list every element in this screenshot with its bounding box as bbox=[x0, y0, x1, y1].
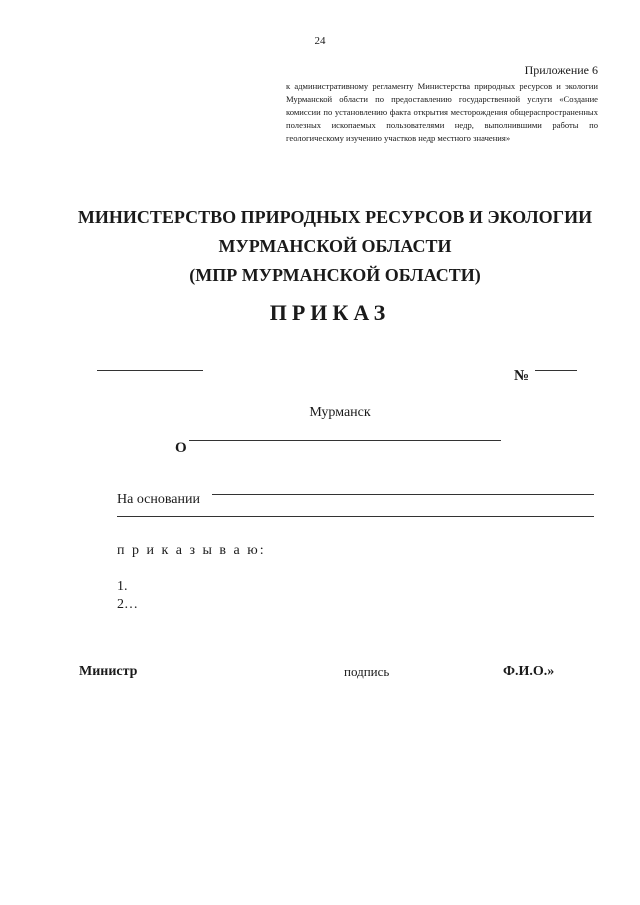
page-number: 24 bbox=[314, 35, 326, 47]
basis-blank-line-1 bbox=[212, 494, 594, 495]
ministry-line-2: МУРМАНСКОЙ ОБЛАСТИ bbox=[218, 236, 452, 256]
appendix-text: к административному регламенту Министерства природных ресурсов и экологии Мурманской области по предоставлению государственной услуги «Создание комиссии по установлению факта открытия месторождения общераспространенных полезных ископаемых пользователями недр, выполнившими работы по геологическому изучению участков недр местного значения» bbox=[286, 81, 598, 143]
city: Мурманск bbox=[309, 405, 371, 420]
ministry-line-3: (МПР МУРМАНСКОЙ ОБЛАСТИ) bbox=[189, 265, 481, 285]
basis-blank-line-2 bbox=[117, 516, 594, 517]
basis-label: На основании bbox=[117, 492, 200, 507]
order-items bbox=[117, 578, 138, 614]
number-blank-line bbox=[535, 370, 577, 371]
number-label: № bbox=[514, 368, 530, 384]
signature-placeholder: подпись bbox=[344, 664, 390, 679]
list-item: 2… bbox=[117, 597, 138, 612]
list-item: 1. bbox=[117, 579, 128, 594]
appendix-title: Приложение 6 bbox=[524, 63, 598, 77]
about-label: О bbox=[175, 440, 187, 456]
ministry-line-1: МИНИСТЕРСТВО ПРИРОДНЫХ РЕСУРСОВ И ЭКОЛОГИИ bbox=[77, 207, 593, 227]
order-verb: п р и к а з ы в а ю: bbox=[117, 543, 266, 558]
date-blank-line bbox=[97, 370, 203, 371]
about-blank-line bbox=[189, 440, 501, 441]
order-title: ПРИКАЗ bbox=[269, 300, 391, 325]
signer-position: Министр bbox=[79, 664, 138, 679]
signer-name: Ф.И.О.» bbox=[503, 664, 555, 679]
ministry-header bbox=[0, 203, 640, 290]
